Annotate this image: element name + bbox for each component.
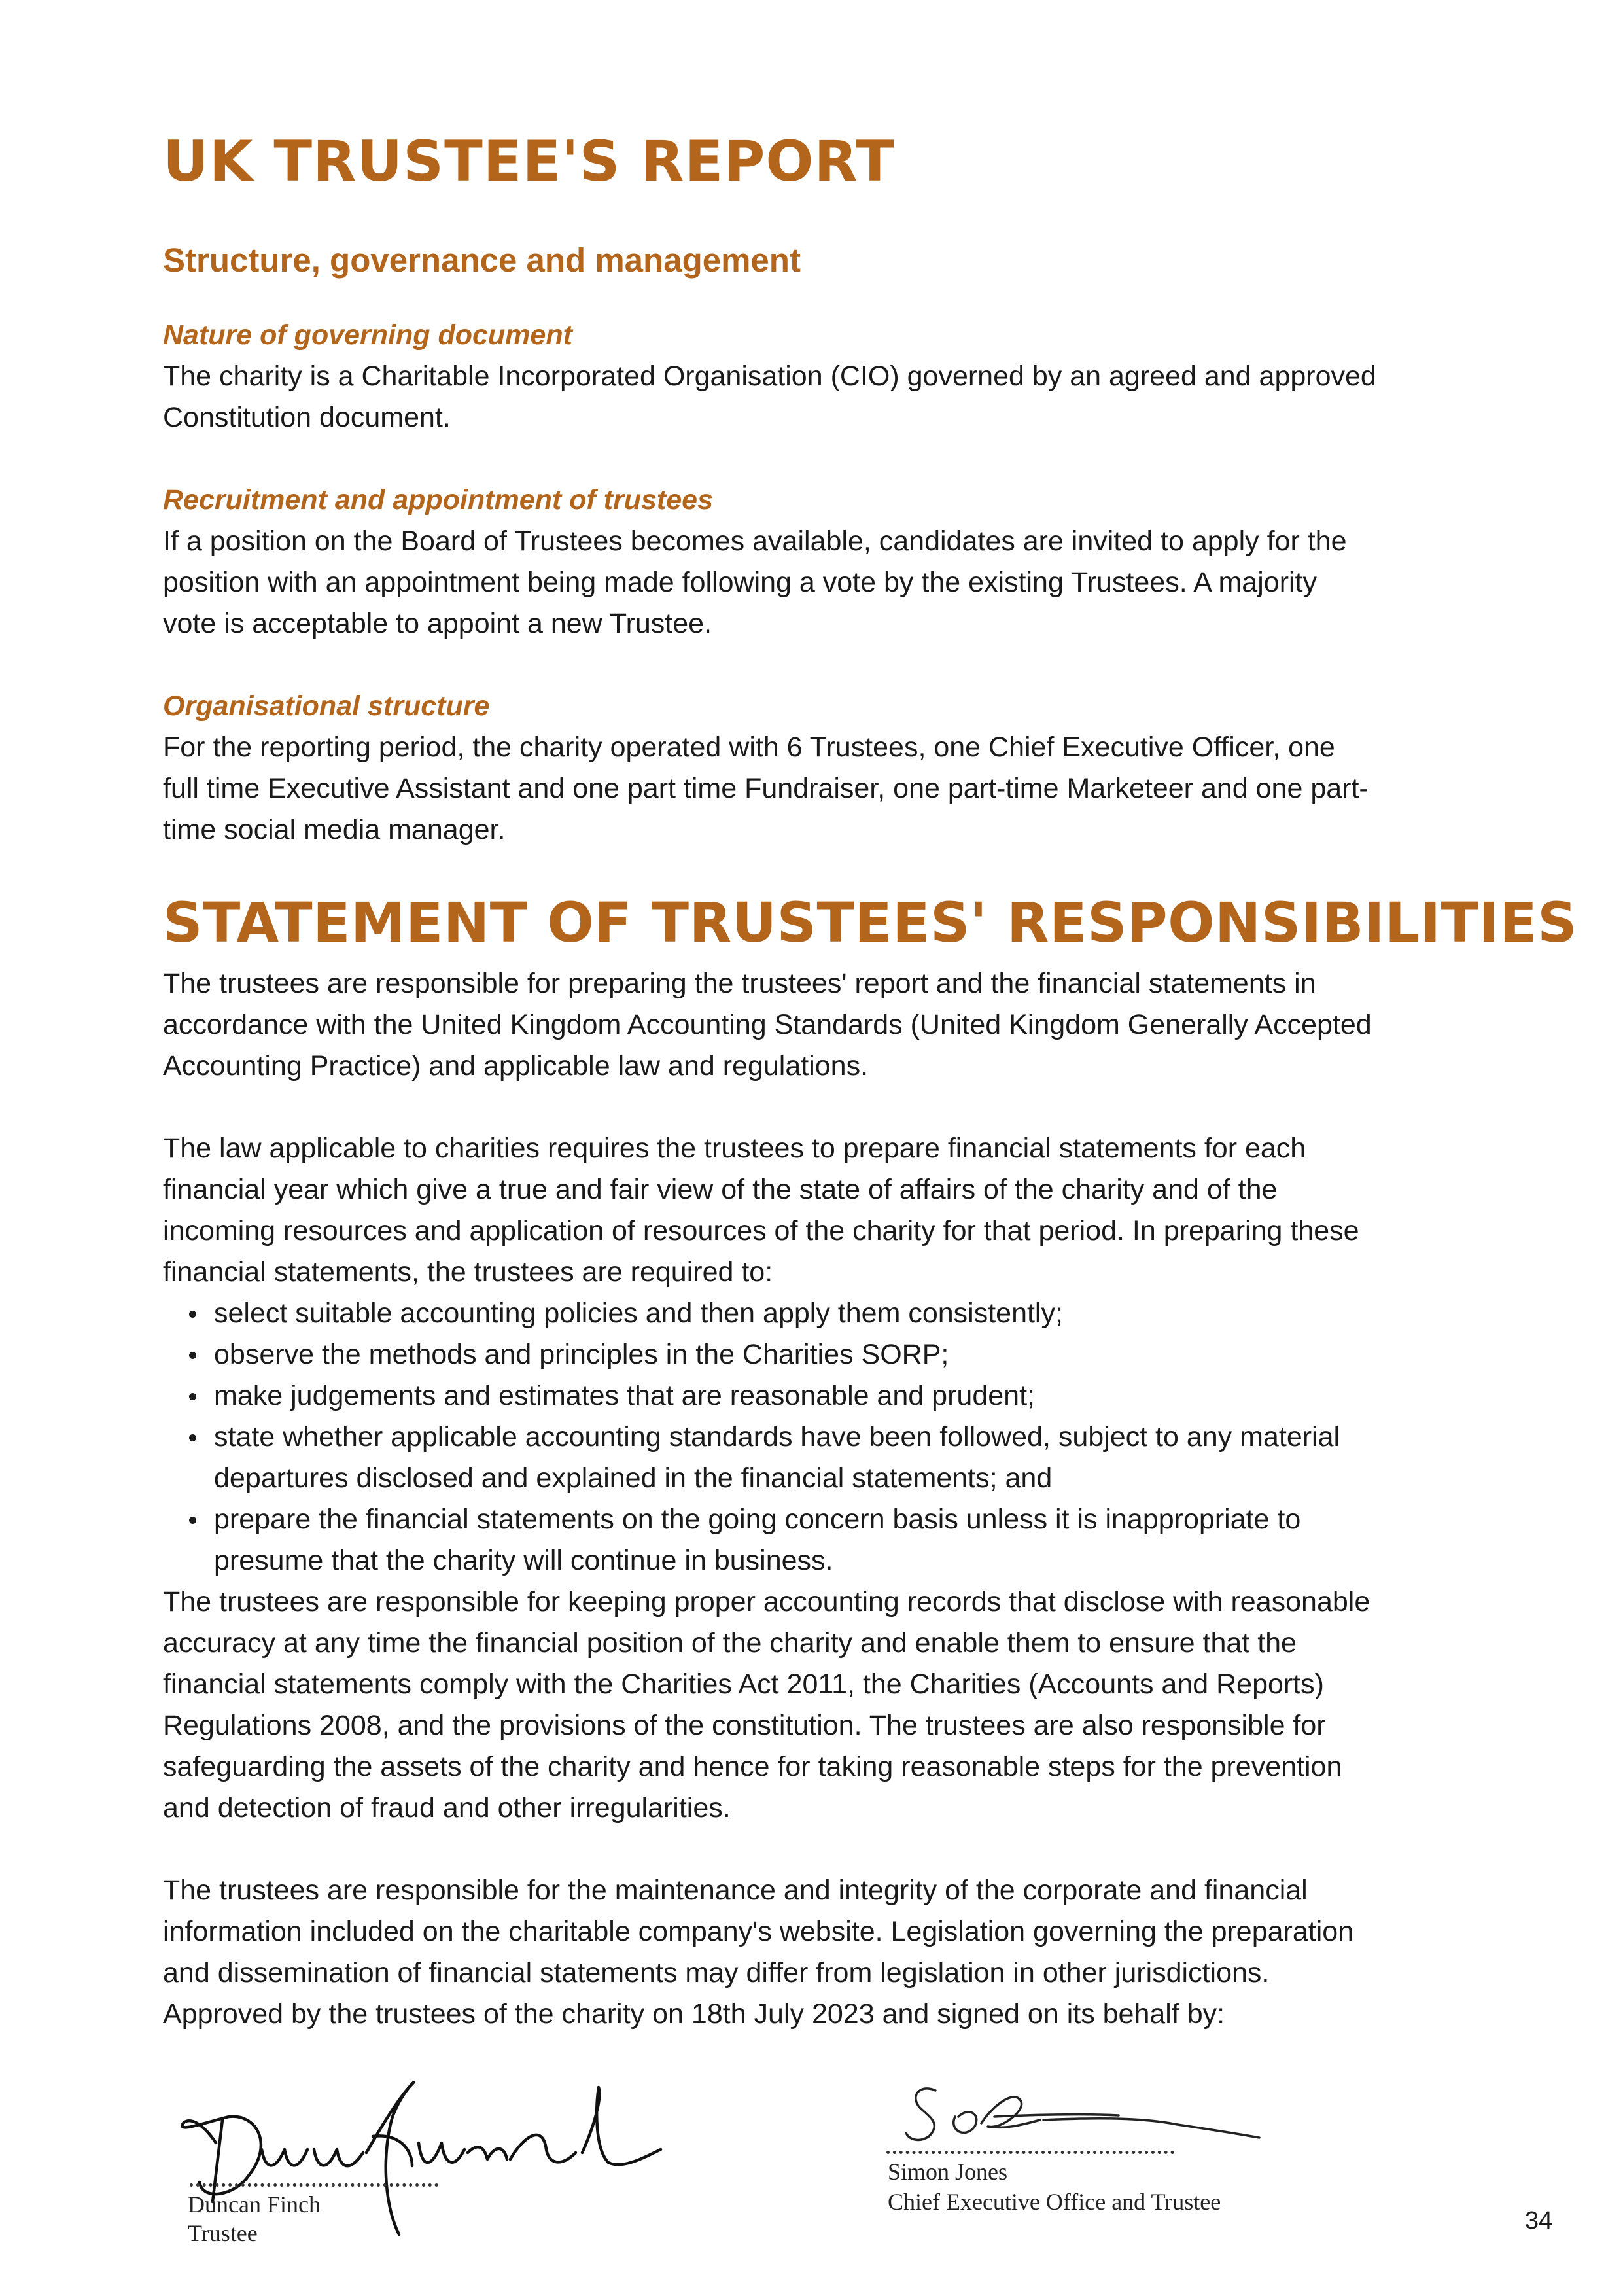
text-line: safeguarding the assets of the charity and hence for taking reasonable steps for the prevention [163,1751,1342,1782]
text-line: vote is acceptable to appoint a new Trustee. [163,608,712,639]
text-line: If a position on the Board of Trustees becomes available, candidates are invited to apply for the [163,525,1347,557]
list-item-text: make judgements and estimates that are reasonable and prudent; [214,1380,1035,1411]
responsibilities-paragraph-3 [163,1581,1504,1829]
subsection-organisational-structure [163,686,1504,851]
text-line: financial statements comply with the Charities Act 2011, the Charities (Accounts and Reports) [163,1669,1324,1700]
subsection-heading: Organisational structure [163,690,490,722]
text-line: full time Executive Assistant and one part time Fundraiser, one part-time Marketeer and one part- [163,773,1369,804]
responsibilities-title: STATEMENT OF TRUSTEES' RESPONSIBILITIES [163,891,1578,955]
list-item-text: observe the methods and principles in the Charities SORP; [214,1339,949,1370]
text-line: and dissemination of financial statements may differ from legislation in other jurisdictions. [163,1957,1270,1988]
signature-line [190,2183,438,2187]
text-line: For the reporting period, the charity operated with 6 Trustees, one Chief Executive Officer, one [163,732,1335,763]
list-item [163,1293,1504,1334]
text-line: Constitution document. [163,402,451,433]
list-item-text: presume that the charity will continue in business. [214,1545,833,1576]
responsibilities-paragraph-1 [163,963,1504,1087]
text-line: The trustees are responsible for the maintenance and integrity of the corporate and financial [163,1875,1308,1906]
page-number: 34 [1525,2207,1553,2234]
list-item-text: state whether applicable accounting standards have been followed, subject to any material [214,1421,1340,1453]
text-line: The trustees are responsible for keeping proper accounting records that disclose with reasonable [163,1586,1370,1617]
text-line: financial statements, the trustees are required to: [163,1256,773,1288]
text-line: The trustees are responsible for preparing the trustees' report and the financial statements in [163,968,1316,999]
list-item-text: select suitable accounting policies and then apply them consistently; [214,1298,1063,1329]
handwritten-signature [903,2077,1269,2156]
list-item [163,1334,1504,1375]
signatory-name: Duncan Finch [188,2191,321,2217]
text-line: financial year which give a true and fair view of the state of affairs of the charity and of the [163,1174,1278,1205]
responsibilities-paragraph-2 [163,1128,1504,1293]
page-content [163,121,1578,2035]
text-line: time social media manager. [163,814,506,845]
uk-report-title: UK TRUSTEE'S REPORT [163,129,895,194]
text-line: incoming resources and application of resources of the charity for that period. In preparing these [163,1215,1359,1246]
list-item-text: departures disclosed and explained in the financial statements; and [214,1462,1053,1494]
list-item-text: prepare the financial statements on the going concern basis unless it is inappropriate to [214,1504,1301,1535]
text-line: Approved by the trustees of the charity on 18th July 2023 and signed on its behalf by: [163,1998,1225,2030]
text-line: accuracy at any time the financial position of the charity and enable them to ensure that the [163,1627,1297,1659]
requirements-list [163,1293,1504,1581]
list-item [163,1417,1504,1499]
signatory-name: Simon Jones [888,2159,1008,2185]
subsection-heading: Nature of governing document [163,319,572,351]
text-line: The law applicable to charities requires the trustees to prepare financial statements for each [163,1133,1306,1164]
list-item [163,1375,1504,1417]
responsibilities-paragraph-4 [163,1870,1504,2035]
text-line: Regulations 2008, and the provisions of the constitution. The trustees are also responsible for [163,1710,1326,1741]
subsection-governing-document [163,315,1504,438]
list-item [163,1499,1504,1581]
subsection-heading: Recruitment and appointment of trustees [163,484,713,516]
text-line: and detection of fraud and other irregularities. [163,1792,731,1824]
text-line: position with an appointment being made following a vote by the existing Trustees. A majority [163,567,1318,598]
signatory-role: Chief Executive Office and Trustee [888,2189,1221,2215]
text-line: information included on the charitable company's website. Legislation governing the preparation [163,1916,1354,1947]
text-line: Accounting Practice) and applicable law and regulations. [163,1050,869,1082]
section-heading: Structure, governance and management [163,241,801,279]
subsection-recruitment [163,480,1504,645]
signature-line [886,2151,1174,2154]
text-line: accordance with the United Kingdom Accounting Standards (United Kingdom Generally Accepted [163,1009,1372,1040]
text-line: The charity is a Charitable Incorporated Organisation (CIO) governed by an agreed and approved [163,361,1376,392]
signatory-role: Trustee [188,2220,258,2246]
